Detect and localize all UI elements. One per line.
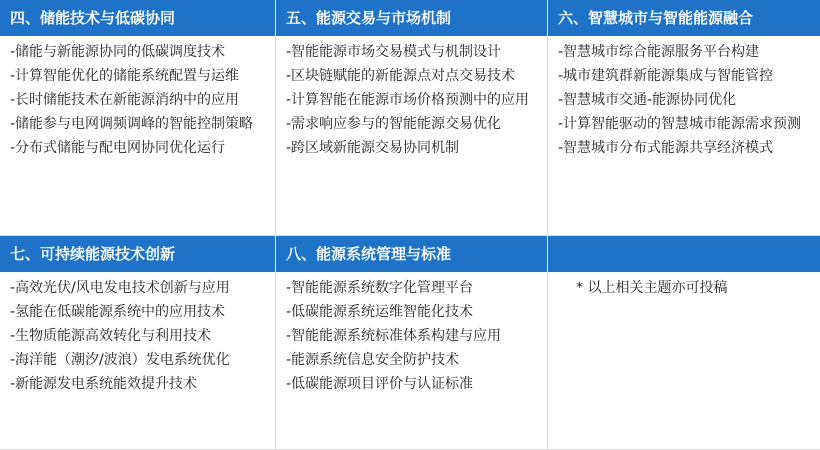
- list-item: -城市建筑群新能源集成与智能管控: [558, 68, 774, 84]
- submission-note: * 以上相关主题亦可投稿: [576, 280, 728, 296]
- cell-sustainable-energy-topics: [0, 272, 276, 450]
- list-item: -智能能源市场交易模式与机制设计: [286, 44, 502, 60]
- list-item: -海洋能（潮汐/波浪）发电系统优化: [10, 352, 230, 368]
- list-item: -计算智能在能源市场价格预测中的应用: [286, 92, 530, 108]
- header-energy-trading: 五、能源交易与市场机制: [276, 0, 548, 36]
- cell-energy-trading-topics: [276, 36, 548, 236]
- list-item: -智能能源系统标准体系构建与应用: [286, 328, 502, 344]
- header-empty: [548, 236, 820, 272]
- header-sustainable-energy: 七、可持续能源技术创新: [0, 236, 276, 272]
- list-item: -智能能源系统数字化管理平台: [286, 280, 474, 296]
- list-item: -储能参与电网调频调峰的智能控制策略: [10, 116, 254, 132]
- list-item: -分布式储能与配电网协同优化运行: [10, 140, 226, 156]
- list-item: -需求响应参与的智能能源交易优化: [286, 116, 502, 132]
- list-item: -长时储能技术在新能源消纳中的应用: [10, 92, 240, 108]
- list-item: -区块链赋能的新能源点对点交易技术: [286, 68, 516, 84]
- list-item: -能源系统信息安全防护技术: [286, 352, 460, 368]
- cell-energy-storage-topics: [0, 36, 276, 236]
- list-item: -智慧城市综合能源服务平台构建: [558, 44, 760, 60]
- list-item: -生物质能源高效转化与利用技术: [10, 328, 212, 344]
- list-item: -智慧城市交通-能源协同优化: [558, 92, 737, 108]
- cell-energy-management-topics: [276, 272, 548, 450]
- cell-note: [548, 272, 820, 450]
- list-item: -低碳能源项目评价与认证标准: [286, 376, 474, 392]
- list-item: -高效光伏/风电发电技术创新与应用: [10, 280, 230, 296]
- list-item: -跨区域新能源交易协同机制: [286, 140, 460, 156]
- list-item: -计算智能优化的储能系统配置与运维: [10, 68, 240, 84]
- cell-smart-city-topics: [548, 36, 820, 236]
- list-item: -新能源发电系统能效提升技术: [10, 376, 198, 392]
- list-item: -低碳能源系统运维智能化技术: [286, 304, 474, 320]
- header-smart-city: 六、智慧城市与智能能源融合: [548, 0, 820, 36]
- list-item: -储能与新能源协同的低碳调度技术: [10, 44, 226, 60]
- list-item: -氢能在低碳能源系统中的应用技术: [10, 304, 226, 320]
- header-energy-management: 八、能源系统管理与标准: [276, 236, 548, 272]
- list-item: -计算智能驱动的智慧城市能源需求预测: [558, 116, 802, 132]
- list-item: -智慧城市分布式能源共享经济模式: [558, 140, 774, 156]
- header-energy-storage: 四、储能技术与低碳协同: [0, 0, 276, 36]
